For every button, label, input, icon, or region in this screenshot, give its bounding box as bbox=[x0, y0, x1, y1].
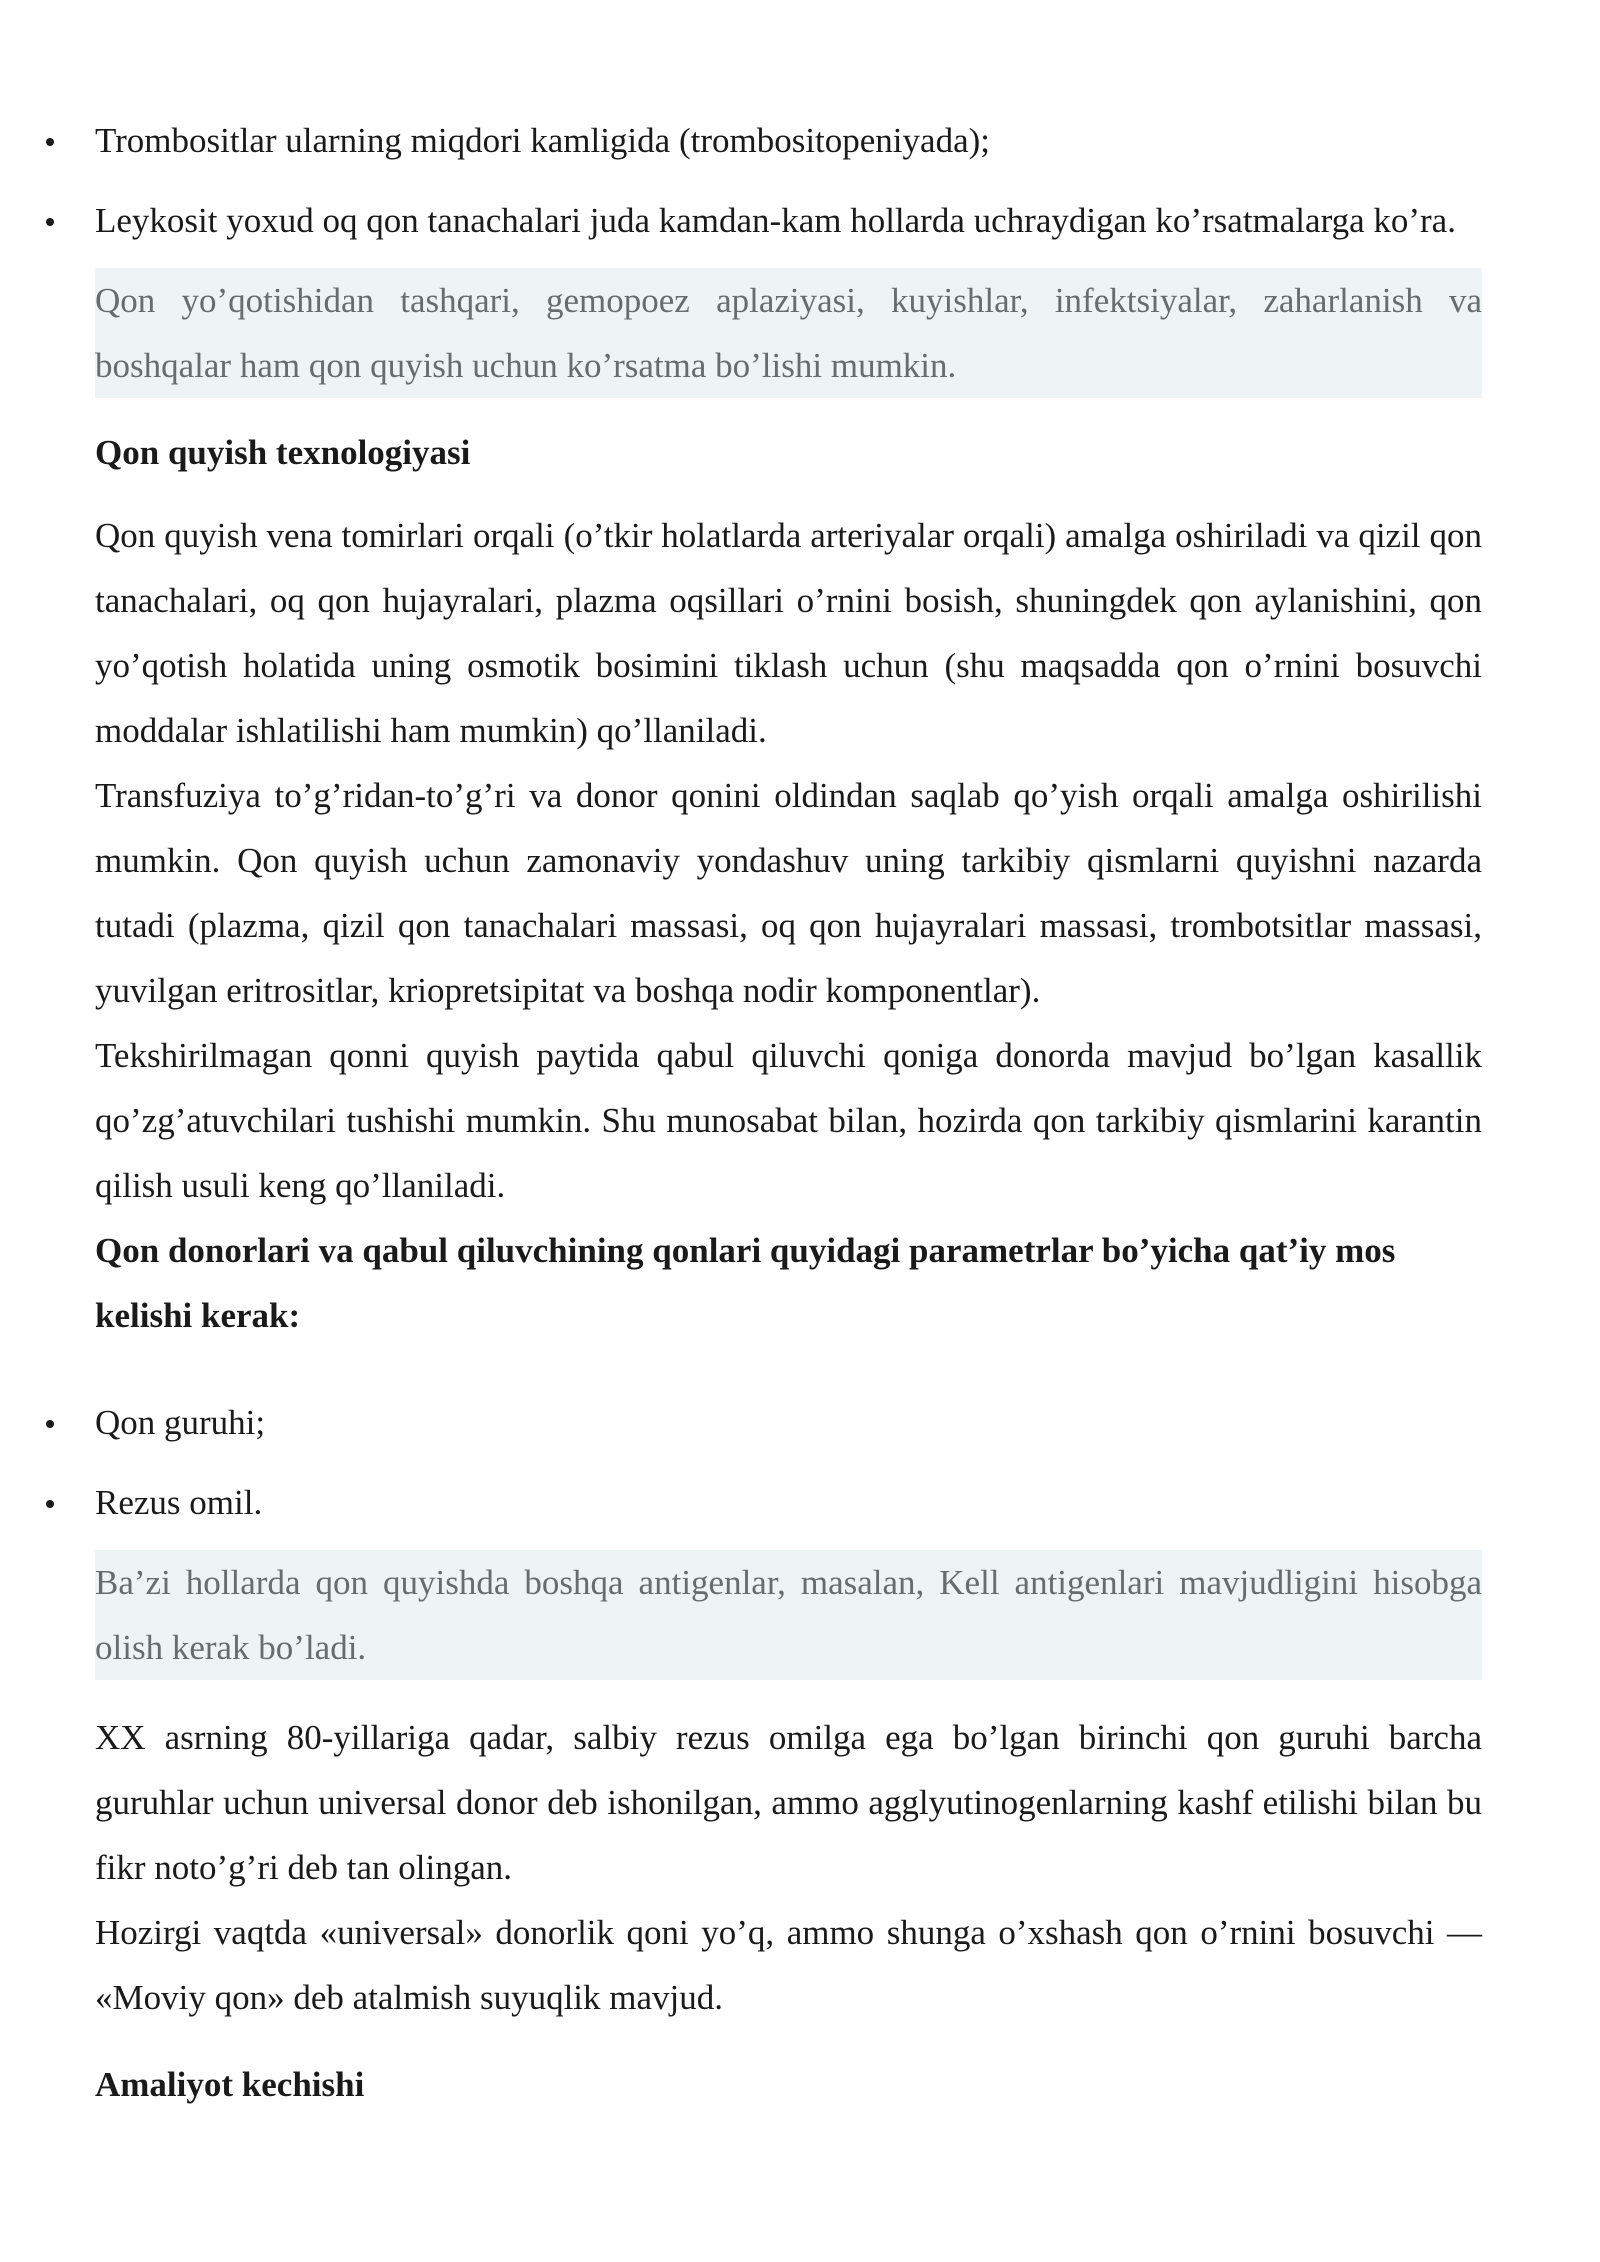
paragraph: Transfuziya to’g’ridan-to’g’ri va donor qonini oldindan saqlab qo’yish orqali amalga oshirilishi mumkin. Qon quyish uchun zamonaviy yondashuv uning tarkibiy qismlarni quyishni nazarda tutadi (plazma, qizil qon tanachalari massasi, oq qon hujayralari massasi, trombotsitlar massasi, yuvilgan eritrositlar, kriopretsipitat va boshqa nodir komponentlar). bbox=[95, 776, 1482, 1010]
bullet-list-top bbox=[95, 108, 1482, 253]
list-item: Qon guruhi; bbox=[95, 1390, 1482, 1455]
document-content bbox=[95, 108, 1482, 2117]
list-item: Trombositlar ularning miqdori kamligida (trombositopeniyada); bbox=[95, 108, 1482, 173]
section-heading: Qon quyish texnologiyasi bbox=[95, 433, 471, 472]
paragraph: Qon quyish vena tomirlari orqali (o’tkir holatlarda arteriyalar orqali) amalga oshiriladi va qizil qon tanachalari, oq qon hujayralari, plazma oqsillari o’rnini bosish, shuningdek qon aylanishini, qon yo’qotish holatida uning osmotik bosimini tiklash uchun (shu maqsadda qon o’rnini bosuvchi moddalar ishlatilishi ham mumkin) qo’llaniladi. bbox=[95, 516, 1482, 750]
list-item: Rezus omil. bbox=[95, 1470, 1482, 1535]
highlighted-note: Qon yo’qotishidan tashqari, gemopoez aplaziyasi, kuyishlar, infektsiyalar, zaharlanish va boshqalar ham qon quyish uchun ko’rsatma bo’lishi mumkin. bbox=[95, 268, 1482, 398]
paragraph: XX asrning 80-yillariga qadar, salbiy rezus omilga ega bo’lgan birinchi qon guruhi barcha guruhlar uchun universal donor deb ishonilgan, ammo agglyutinogenlarning kashf etilishi bilan bu fikr noto’g’ri deb tan olingan. bbox=[95, 1718, 1482, 1887]
section-heading: Amaliyot kechishi bbox=[95, 2065, 365, 2104]
list-item: Leykosit yoxud oq qon tanachalari juda kamdan-kam hollarda uchraydigan ko’rsatmalarga ko’ra. bbox=[95, 188, 1482, 253]
paragraph: Hozirgi vaqtda «universal» donorlik qoni yo’q, ammo shunga o’xshash qon o’rnini bosuvchi — «Moviy qon» deb atalmish suyuqlik mavjud. bbox=[95, 1913, 1482, 2017]
bullet-list-mid bbox=[95, 1390, 1482, 1535]
highlighted-note: Ba’zi hollarda qon quyishda boshqa antigenlar, masalan, Kell antigenlari mavjudligini hisobga olish kerak bo’ladi. bbox=[95, 1550, 1482, 1680]
paragraph: Tekshirilmagan qonni quyish paytida qabul qiluvchi qoniga donorda mavjud bo’lgan kasallik qo’zg’atuvchilari tushishi mumkin. Shu munosabat bilan, hozirda qon tarkibiy qismlarini karantin qilish usuli keng qo’llaniladi. bbox=[95, 1036, 1482, 1205]
section-heading: Qon donorlari va qabul qiluvchining qonlari quyidagi parametrlar bo’yicha qat’iy mos kelishi kerak: bbox=[95, 1231, 1396, 1335]
